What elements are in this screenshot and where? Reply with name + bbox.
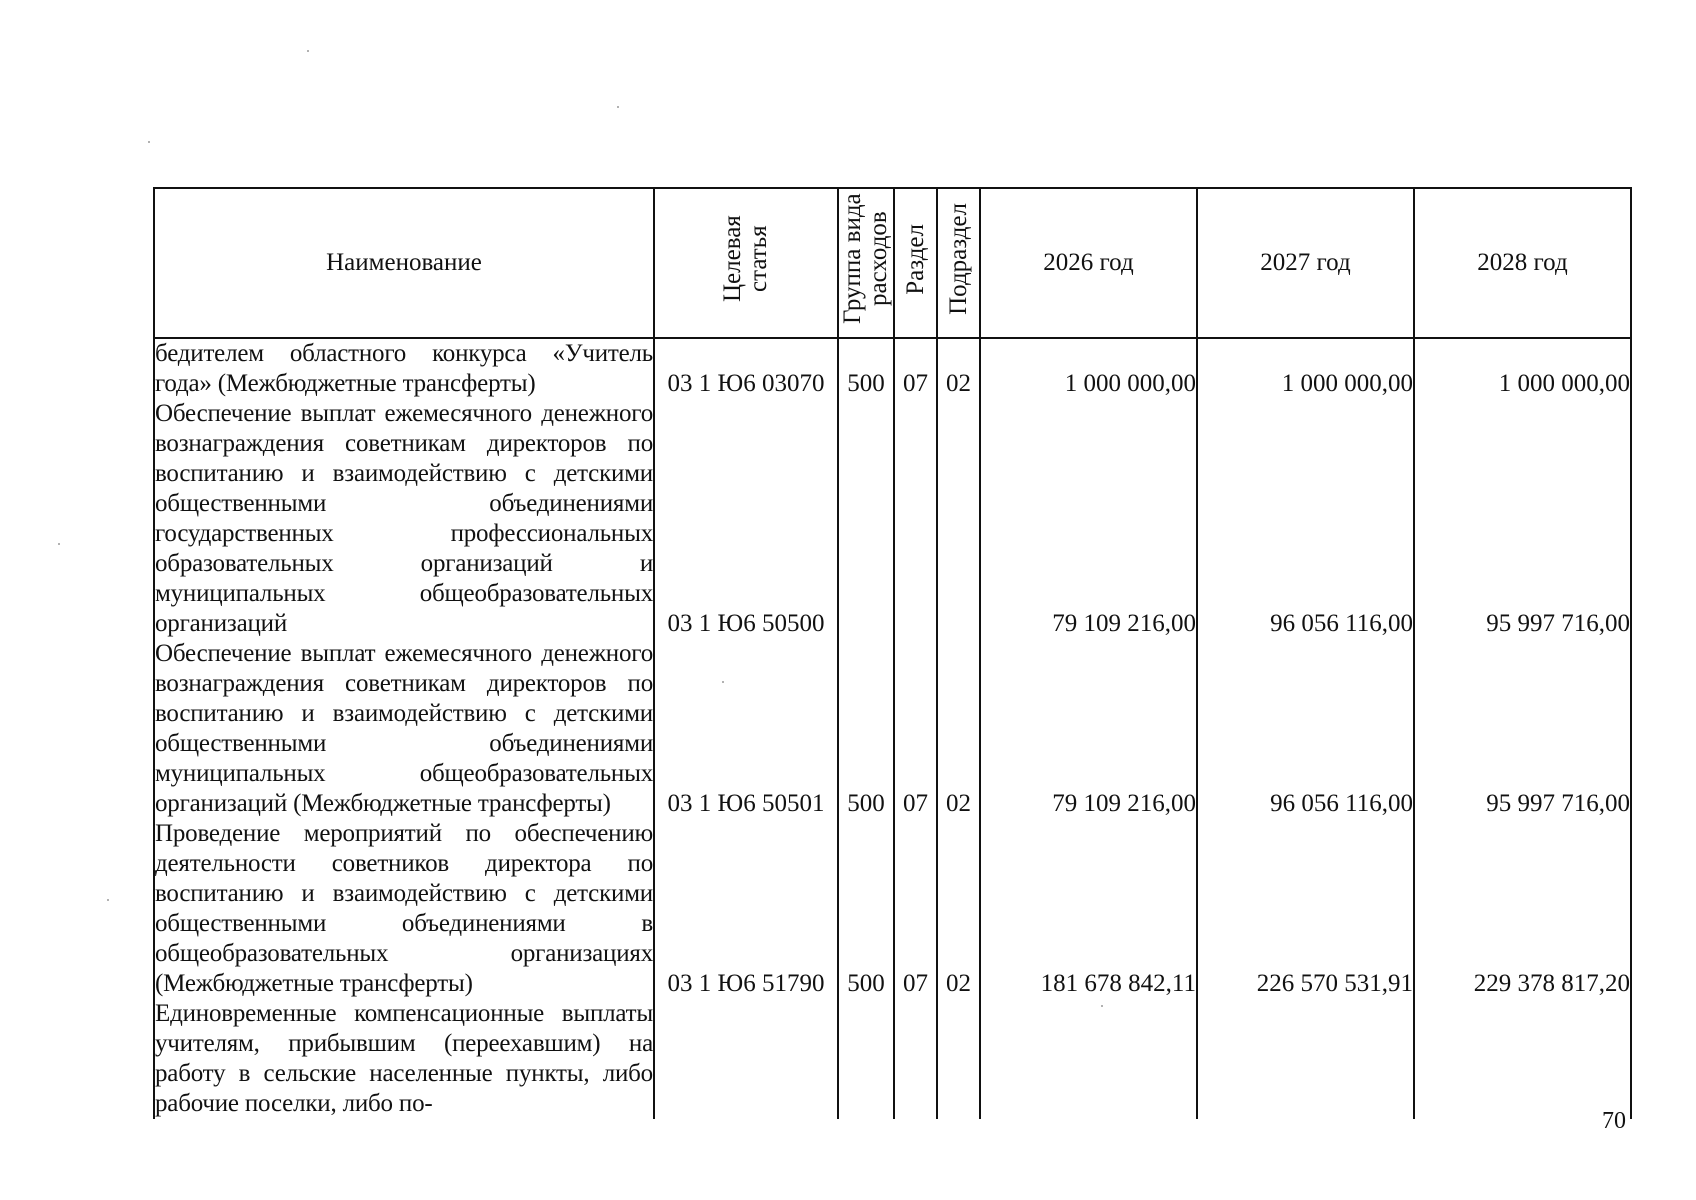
- row-amount-2027: 96 056 116,00: [1197, 639, 1414, 819]
- row-amount-2028: 229 378 817,20: [1414, 819, 1631, 999]
- header-section: Раздел: [894, 188, 937, 338]
- scan-speck: [58, 543, 60, 545]
- row-section: [894, 999, 937, 1119]
- row-amount-2028: [1414, 999, 1631, 1119]
- row-target-article: 03 1 Ю6 03070: [654, 338, 838, 399]
- row-amount-2027: [1197, 999, 1414, 1119]
- row-amount-2027: 226 570 531,91: [1197, 819, 1414, 999]
- row-target-article: 03 1 Ю6 50500: [654, 399, 838, 639]
- row-name: Единовременные компенсационные выплаты учителям, прибывшим (переехавшим) на работу в сельские населенные пункты, либо рабочие поселки, либо по-: [155, 1000, 653, 1117]
- row-target-article: 03 1 Ю6 50501: [654, 639, 838, 819]
- row-amount-2026: [980, 999, 1197, 1119]
- row-amount-2028: 95 997 716,00: [1414, 639, 1631, 819]
- row-name: Обеспечение выплат ежемесячного денежного вознаграждения советникам директоров по воспитанию и взаимодействию с детскими общественными объединениями государственных профессиональных образовательных организаций и муниципальных общеобразовательных организаций: [155, 400, 653, 637]
- row-amount-2026: 79 109 216,00: [980, 639, 1197, 819]
- table-row: [154, 639, 1631, 819]
- row-target-article: [654, 999, 838, 1119]
- row-amount-2026: 1 000 000,00: [980, 338, 1197, 399]
- row-subsection: [937, 399, 980, 639]
- table-row: [154, 399, 1631, 639]
- header-target-article: Целевая статья: [654, 188, 838, 338]
- row-expense-group: [838, 999, 894, 1119]
- table-row: [154, 338, 1631, 399]
- row-expense-group: 500: [838, 639, 894, 819]
- row-subsection: 02: [937, 639, 980, 819]
- page-number: 70: [1602, 1108, 1626, 1134]
- scan-speck: [148, 141, 150, 143]
- row-section: 07: [894, 639, 937, 819]
- row-amount-2028: 1 000 000,00: [1414, 338, 1631, 399]
- row-amount-2027: 1 000 000,00: [1197, 338, 1414, 399]
- scan-speck: [107, 899, 109, 901]
- scan-speck: [617, 106, 619, 108]
- row-target-article: 03 1 Ю6 51790: [654, 819, 838, 999]
- row-subsection: 02: [937, 819, 980, 999]
- row-name: Проведение мероприятий по обеспечению деятельности советников директора по воспитанию и взаимодействию с детскими общественными объединениями в общеобразовательных организациях (Межбюджетные трансферты): [155, 820, 653, 997]
- row-subsection: 02: [937, 338, 980, 399]
- row-expense-group: 500: [838, 819, 894, 999]
- header-year-2026: 2026 год: [980, 188, 1197, 338]
- header-name: Наименование: [154, 188, 654, 338]
- header-row: [154, 188, 1631, 338]
- budget-table: [153, 187, 1632, 1119]
- scan-speck: [307, 50, 309, 52]
- row-section: 07: [894, 819, 937, 999]
- row-amount-2027: 96 056 116,00: [1197, 399, 1414, 639]
- row-amount-2028: 95 997 716,00: [1414, 399, 1631, 639]
- row-name: Обеспечение выплат ежемесячного денежного вознаграждения советникам директоров по воспитанию и взаимодействию с детскими общественными объединениями муниципальных общеобразовательных организаций (Межбюджетные трансферты): [155, 640, 653, 817]
- row-amount-2026: 181 678 842,11: [980, 819, 1197, 999]
- header-year-2028: 2028 год: [1414, 188, 1631, 338]
- row-expense-group: [838, 399, 894, 639]
- row-section: 07: [894, 338, 937, 399]
- table-row: [154, 999, 1631, 1119]
- header-expense-group: Группа вида расходов: [838, 188, 894, 338]
- row-subsection: [937, 999, 980, 1119]
- header-year-2027: 2027 год: [1197, 188, 1414, 338]
- header-subsection: Подраздел: [937, 188, 980, 338]
- row-section: [894, 399, 937, 639]
- table-row: [154, 819, 1631, 999]
- row-amount-2026: 79 109 216,00: [980, 399, 1197, 639]
- row-expense-group: 500: [838, 338, 894, 399]
- row-name: бедителем областного конкурса «Учитель года» (Межбюджетные трансферты): [155, 340, 653, 397]
